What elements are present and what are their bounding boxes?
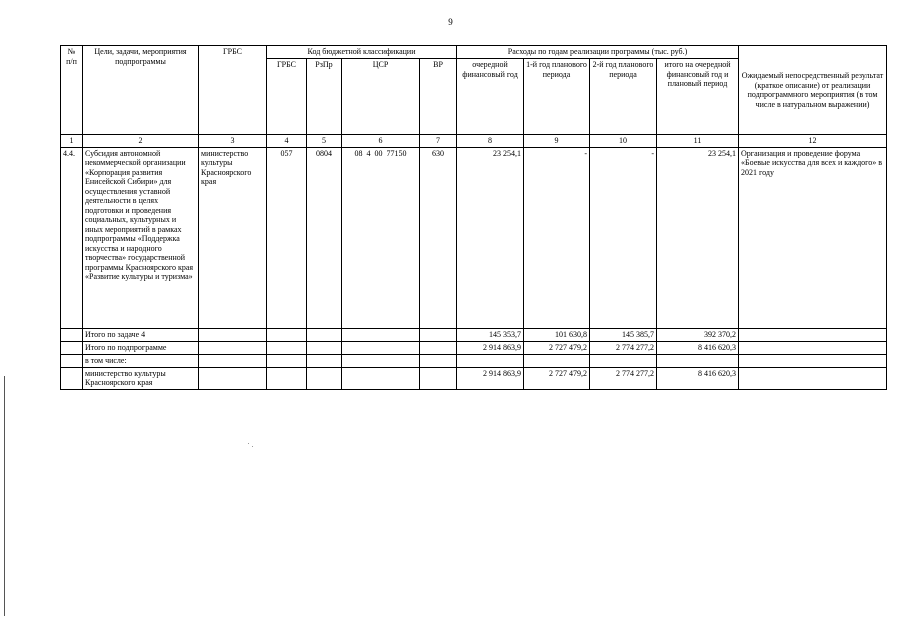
header-expenses: Расходы по годам реализации программы (тыс. руб.): [457, 46, 739, 59]
scan-speck: [252, 446, 253, 447]
summary-label: министерство культуры Красноярского края: [83, 367, 199, 389]
scan-margin-line: [4, 376, 5, 616]
summary-y0: 2 914 863,9: [457, 341, 524, 354]
row-y0: 23 254,1: [457, 147, 524, 328]
summary-label: в том числе:: [83, 354, 199, 367]
colnum-cell: 12: [739, 135, 887, 148]
colnum-cell: 5: [307, 135, 342, 148]
row-y1: -: [524, 147, 590, 328]
colnum-cell: 2: [83, 135, 199, 148]
summary-row-including: [61, 354, 887, 367]
scan-speck: [248, 443, 249, 444]
header-sub-csr: ЦСР: [342, 59, 420, 135]
header-sub-y1: 1-й год планового периода: [524, 59, 590, 135]
header-sub-y2: 2-й год планового периода: [590, 59, 657, 135]
summary-row-ministry: [61, 367, 887, 389]
row-y2: -: [590, 147, 657, 328]
header-sub-y0: очередной финансовый год: [457, 59, 524, 135]
summary-y2: 2 774 277,2: [590, 367, 657, 389]
colnum-cell: 4: [267, 135, 307, 148]
colnum-cell: 1: [61, 135, 83, 148]
summary-total: 8 416 620,3: [657, 367, 739, 389]
summary-y2: 145 385,7: [590, 328, 657, 341]
summary-row-subprogram: [61, 341, 887, 354]
row-total: 23 254,1: [657, 147, 739, 328]
summary-total: 392 370,2: [657, 328, 739, 341]
colnum-cell: 3: [199, 135, 267, 148]
summary-label: Итого по задаче 4: [83, 328, 199, 341]
header-num: № п/п: [61, 46, 83, 135]
row-rzpr-code: 0804: [307, 147, 342, 328]
header-sub-grbs: ГРБС: [267, 59, 307, 135]
colnum-cell: 6: [342, 135, 420, 148]
summary-y2: 2 774 277,2: [590, 341, 657, 354]
header-sub-vr: ВР: [420, 59, 457, 135]
row-num: 4.4.: [61, 147, 83, 328]
row-vr-code: 630: [420, 147, 457, 328]
page-number: 9: [448, 17, 453, 27]
row-grbs-code: 057: [267, 147, 307, 328]
summary-label: Итого по подпрограмме: [83, 341, 199, 354]
summary-y1: 2 727 479,2: [524, 341, 590, 354]
summary-y0: 145 353,7: [457, 328, 524, 341]
summary-y1: [524, 354, 590, 367]
row-grbs-name: министерство культуры Красноярского края: [199, 147, 267, 328]
table-row-4-4: [61, 147, 887, 328]
summary-y0: 2 914 863,9: [457, 367, 524, 389]
row-csr-code: 08 4 00 77150: [342, 147, 420, 328]
summary-total: 8 416 620,3: [657, 341, 739, 354]
header-sub-total: итого на очередной финансовый год и плановый период: [657, 59, 739, 135]
header-goals: Цели, задачи, мероприятия подпрограммы: [83, 46, 199, 135]
row-activity-name: Субсидия автономной некоммерческой организации «Корпорация развития Енисейской Сибири» для осуществления уставной деятельности в целях подготовки и проведения социальных, культурных и иных мероприятий в рамках подпрограммы «Поддержка искусства и народного творчества» государственной программы Красноярского края «Развитие культуры и туризма»: [83, 147, 199, 328]
colnum-cell: 7: [420, 135, 457, 148]
colnum-cell: 9: [524, 135, 590, 148]
column-numbers-row: [61, 135, 887, 148]
header-row-top: [61, 46, 887, 59]
header-sub-rzpr: РзПр: [307, 59, 342, 135]
summary-row-task4: [61, 328, 887, 341]
colnum-cell: 10: [590, 135, 657, 148]
colnum-cell: 11: [657, 135, 739, 148]
summary-y1: 2 727 479,2: [524, 367, 590, 389]
summary-y0: [457, 354, 524, 367]
colnum-cell: 8: [457, 135, 524, 148]
summary-y1: 101 630,8: [524, 328, 590, 341]
program-budget-table: [60, 45, 887, 390]
row-expected-result: Организация и проведение форума «Боевые искусства для всех и каждого» в 2021 году: [739, 147, 887, 328]
header-grbs: ГРБС: [199, 46, 267, 135]
summary-total: [657, 354, 739, 367]
header-budget-code: Код бюджетной классификации: [267, 46, 457, 59]
header-expected-result: Ожидаемый непосредственный результат (краткое описание) от реализации подпрограммного мероприятия (в том числе в натуральном выражении): [739, 46, 887, 135]
summary-y2: [590, 354, 657, 367]
